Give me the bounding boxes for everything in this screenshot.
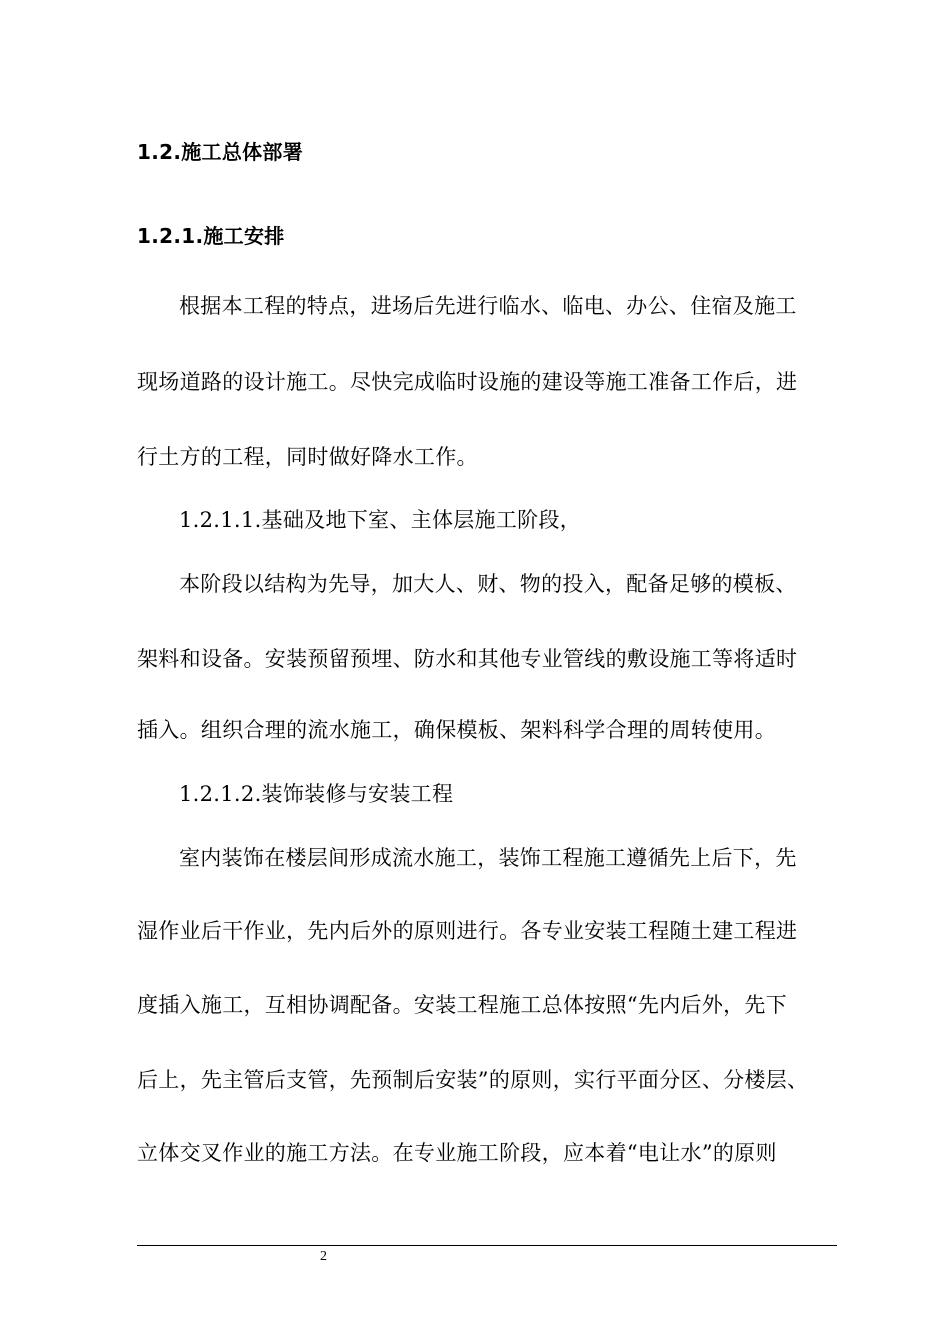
paragraph-line: 湿作业后干作业，先内后外的原则进行。各专业安装工程随土建工程进: [137, 919, 798, 943]
footer-divider: [137, 1245, 837, 1246]
section-heading-1-2: 1.2.施工总体部署: [137, 140, 304, 164]
paragraph-line: 行土方的工程，同时做好降水工作。: [137, 445, 478, 469]
paragraph-line: 根据本工程的特点，进场后先进行临水、临电、办公、住宿及施工: [179, 294, 797, 318]
paragraph-line: 插入。组织合理的流水施工，确保模板、架料科学合理的周转使用。: [137, 718, 776, 742]
paragraph-line: 架料和设备。安装预留预埋、防水和其他专业管线的敷设施工等将适时: [137, 647, 798, 671]
paragraph-line: 度插入施工，互相协调配备。安装工程施工总体按照“先内后外，先下: [137, 993, 788, 1017]
paragraph-line: 本阶段以结构为先导，加大人、财、物的投入，配备足够的模板、: [179, 572, 797, 596]
paragraph-line: 立体交叉作业的施工方法。在专业施工阶段，应本着“电让水”的原则: [137, 1141, 777, 1165]
subsection-heading-1-2-1-1: 1.2.1.1.基础及地下室、主体层施工阶段，: [179, 508, 582, 532]
paragraph-line: 后上，先主管后支管，先预制后安装”的原则，实行平面分区、分楼层、: [137, 1068, 809, 1092]
page-number: 2: [320, 1249, 327, 1264]
section-heading-1-2-1: 1.2.1.施工安排: [137, 224, 285, 248]
paragraph-line: 室内装饰在楼层间形成流水施工，装饰工程施工遵循先上后下，先: [179, 846, 797, 870]
subsection-heading-1-2-1-2: 1.2.1.2.装饰装修与安装工程: [179, 782, 454, 806]
paragraph-line: 现场道路的设计施工。尽快完成临时设施的建设等施工准备工作后，进: [137, 370, 798, 394]
